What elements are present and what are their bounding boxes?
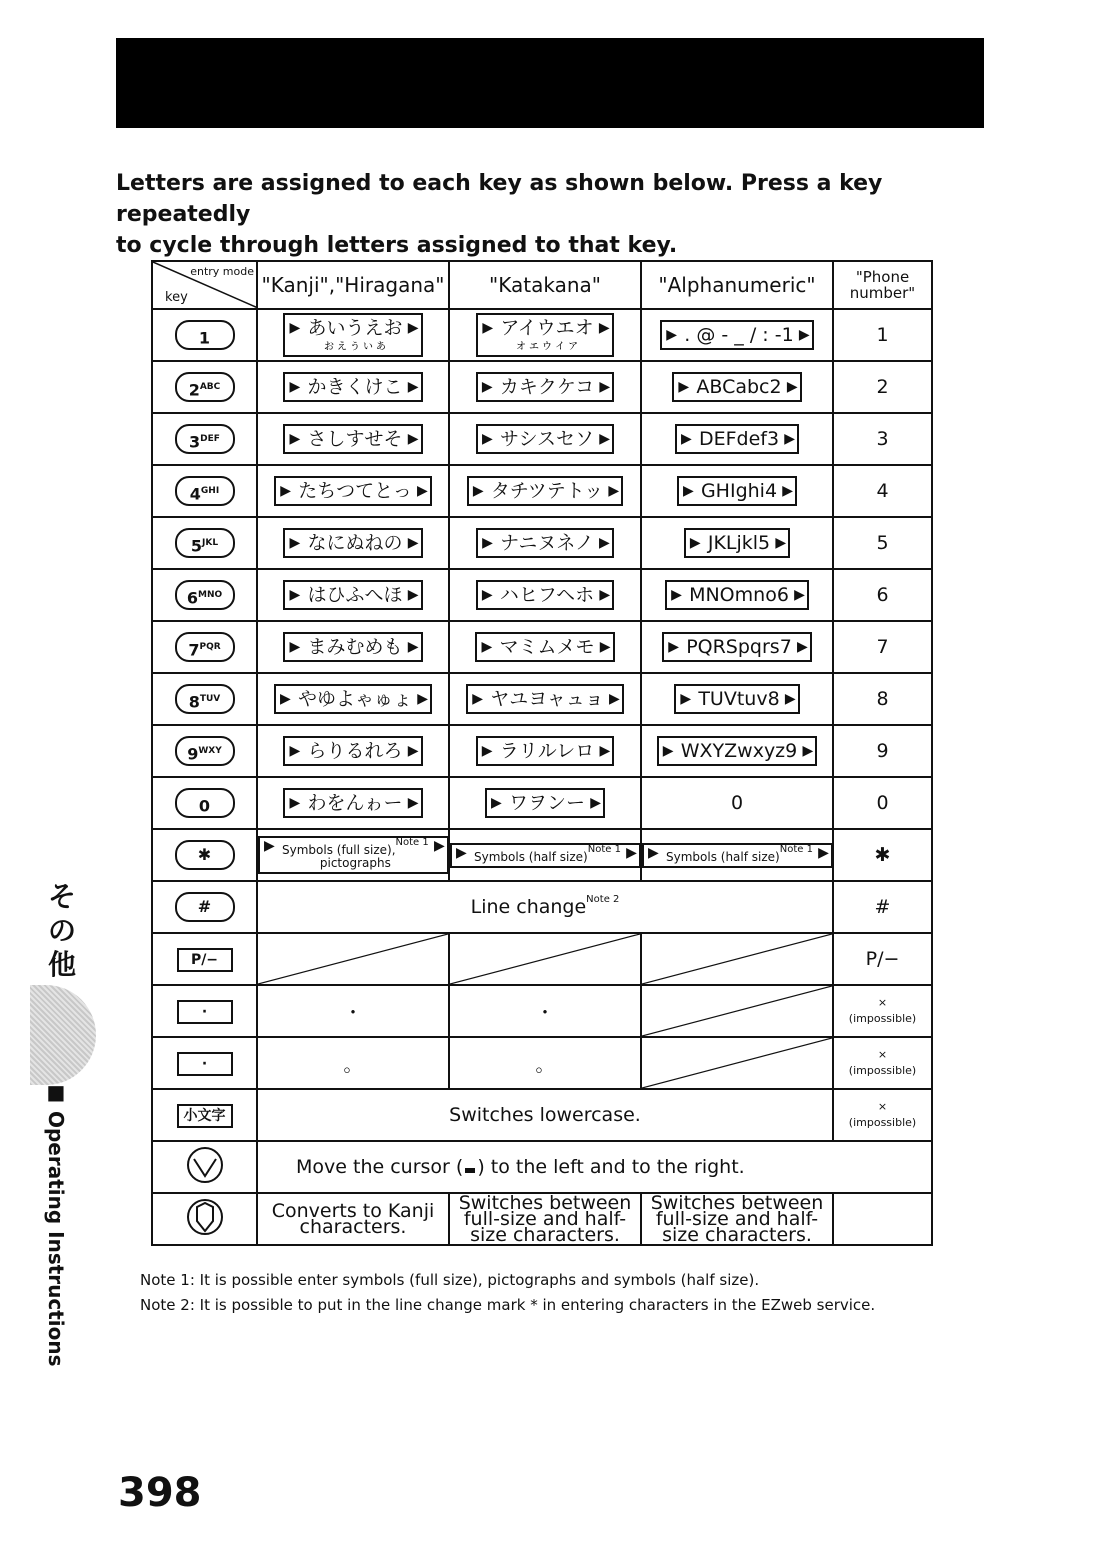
- page-number: 398: [118, 1470, 202, 1516]
- cycle-alphanumeric: ▶ PQRSpqrs7 ▶: [662, 632, 812, 662]
- key-star-icon: ✱: [175, 840, 235, 870]
- cycle-alphanumeric: ▶ GHIghi4 ▶: [677, 476, 797, 506]
- key-lowercase-icon: 小文字: [177, 1104, 233, 1128]
- cycle-alphanumeric: ▶ . @ - _ / : -1 ▶: [660, 320, 813, 350]
- cycle-katakana: ▶ ハヒフヘホ ▶: [476, 580, 614, 610]
- key-6-icon: $6^{MNO}$: [175, 580, 235, 610]
- corner-entry-mode: entry mode: [190, 265, 254, 278]
- phone-value: × (impossible): [833, 1037, 932, 1089]
- phone-value: #: [833, 881, 932, 933]
- key-1-icon: 1: [175, 320, 235, 350]
- phone-header-line-2: number": [849, 284, 916, 302]
- cycle-katakana: ▶ サシスセソ ▶: [476, 424, 614, 454]
- cycle-hiragana: ▶ さしすせそ ▶: [283, 424, 422, 454]
- intro-text: [116, 168, 996, 261]
- not-applicable-cell: [641, 985, 833, 1037]
- side-tab: [30, 985, 96, 1085]
- phone-value: × (impossible): [833, 985, 932, 1037]
- cycle-hiragana: ▶ あいうえお ぉぇぅぃぁ ▶: [283, 313, 422, 357]
- phone-value: 6: [833, 569, 932, 621]
- notes: [140, 1268, 1040, 1318]
- cycle-hiragana: ▶ らりるれろ ▶: [283, 736, 422, 766]
- katakana-value: 。: [449, 1037, 641, 1089]
- table-row: [152, 1141, 932, 1193]
- note-2: Note 2: It is possible to put in the line change mark * in entering characters in the EZweb service.: [140, 1296, 876, 1314]
- not-applicable-cell: [449, 933, 641, 985]
- cycle-hiragana: ▶ かきくけこ ▶: [283, 372, 422, 402]
- key-8-icon: $8^{TUV}$: [175, 684, 235, 714]
- cycle-katakana: ▶ ワヲンー ▶: [485, 788, 605, 818]
- note-1: Note 1: It is possible enter symbols (full size), pictographs and symbols (half size).: [140, 1271, 760, 1289]
- table-row: [152, 933, 932, 985]
- table-row: [152, 725, 932, 777]
- cycle-hiragana: ▶ はひふへほ ▶: [283, 580, 422, 610]
- phone-value: 0: [833, 777, 932, 829]
- switch-size-kata-cell: Switches between full-size and half-size characters.: [449, 1193, 641, 1245]
- key-0-icon: 0: [175, 788, 235, 818]
- hiragana-value: 。: [257, 1037, 449, 1089]
- key-3-icon: $3^{DEF}$: [175, 424, 235, 454]
- cycle-hiragana: ▶ まみむめも ▶: [283, 632, 422, 662]
- phone-value: 7: [833, 621, 932, 673]
- not-applicable-cell: [641, 1037, 833, 1089]
- table-row: [152, 673, 932, 725]
- key-5-icon: $5^{JKL}$: [175, 528, 235, 558]
- cycle-symbols-half-alpha: ▶ Symbols (half size)$^{Note 1}$ ▶: [642, 843, 833, 868]
- header-hiragana: "Kanji","Hiragana": [257, 261, 449, 309]
- table-header-row: [152, 261, 932, 309]
- intro-line-1: Letters are assigned to each key as shown below. Press a key repeatedly: [116, 171, 883, 227]
- cycle-alphanumeric: ▶ WXYZwxyz9 ▶: [657, 736, 818, 766]
- phone-header-line-1: "Phone: [855, 268, 910, 286]
- phone-value: 9: [833, 725, 932, 777]
- side-section-title: ■ Operating Instructions: [44, 1080, 68, 1367]
- table-row: [152, 1089, 932, 1141]
- cycle-katakana: ▶ ラリルレロ ▶: [476, 736, 615, 766]
- cycle-katakana: ▶ ヤユヨャュョ ▶: [466, 684, 624, 714]
- switches-lowercase-cell: Switches lowercase.: [257, 1089, 833, 1141]
- table-row: [152, 569, 932, 621]
- dpad-up-down-icon: [185, 1197, 225, 1237]
- cycle-katakana: ▶ タチツテトッ ▶: [467, 476, 623, 506]
- cycle-hiragana: ▶ たちつてとっ ▶: [274, 476, 431, 506]
- katakana-value: ・: [449, 985, 641, 1037]
- phone-value: 2: [833, 361, 932, 413]
- intro-line-2: to cycle through letters assigned to that key.: [116, 233, 678, 258]
- table-row: [152, 881, 932, 933]
- cycle-hiragana: ▶ なにぬねの ▶: [283, 528, 422, 558]
- cycle-symbols-full: ▶ Symbols (full size),$^{Note 1}$ pictographs ▶: [258, 836, 449, 874]
- cycle-alphanumeric: ▶ TUVtuv8 ▶: [674, 684, 799, 714]
- phone-value: 4: [833, 465, 932, 517]
- table-row: [152, 309, 932, 361]
- not-applicable-cell: [641, 933, 833, 985]
- cursor-move-cell: Move the cursor ( ) to the left and to the right.: [257, 1141, 932, 1193]
- cycle-hiragana: ▶ わをんゎー ▶: [283, 788, 422, 818]
- table-row: [152, 1037, 932, 1089]
- cycle-katakana: ▶ アイウエオ ォェゥィァ ▶: [476, 313, 613, 357]
- phone-value: × (impossible): [833, 1089, 932, 1141]
- table-row: [152, 361, 932, 413]
- key-9-icon: $9^{WXY}$: [175, 736, 235, 766]
- hiragana-value: ・: [257, 985, 449, 1037]
- table-row: [152, 777, 932, 829]
- alphanumeric-value: 0: [641, 777, 833, 829]
- cycle-alphanumeric: ▶ JKLjkl5 ▶: [684, 528, 790, 558]
- cycle-symbols-half-kata: ▶ Symbols (half size)$^{Note 1}$ ▶: [450, 843, 641, 868]
- phone-value: 1: [833, 309, 932, 361]
- table-row: [152, 413, 932, 465]
- key-2-icon: $2^{ABC}$: [175, 372, 235, 402]
- key-7-icon: $7^{PQR}$: [175, 632, 235, 662]
- header-katakana: "Katakana": [449, 261, 641, 309]
- table-row: [152, 829, 932, 881]
- table-row: [152, 985, 932, 1037]
- corner-cell: [152, 261, 257, 309]
- phone-value: P/−: [833, 933, 932, 985]
- cycle-alphanumeric: ▶ DEFdef3 ▶: [675, 424, 799, 454]
- table-row: [152, 517, 932, 569]
- key-p-icon: P/−: [177, 948, 233, 972]
- header-phone: [833, 261, 932, 309]
- phone-value: 5: [833, 517, 932, 569]
- key-period-icon: ·: [177, 1052, 233, 1076]
- dpad-left-right-icon: [185, 1145, 225, 1185]
- phone-value: 8: [833, 673, 932, 725]
- key-hash-icon: #: [175, 892, 235, 922]
- not-applicable-cell: [257, 933, 449, 985]
- empty-phone-cell: [833, 1193, 932, 1245]
- converts-kanji-cell: Converts to Kanji characters.: [257, 1193, 449, 1245]
- side-japanese-label: そ の 他: [47, 880, 76, 981]
- table-row: [152, 1193, 932, 1245]
- cycle-katakana: ▶ カキクケコ ▶: [476, 372, 614, 402]
- table-row: [152, 621, 932, 673]
- cycle-hiragana: ▶ やゆよゃゅょ ▶: [274, 684, 432, 714]
- key-4-icon: $4^{GHI}$: [175, 476, 235, 506]
- header-alphanumeric: "Alphanumeric": [641, 261, 833, 309]
- table-row: [152, 465, 932, 517]
- cycle-katakana: ▶ ナニヌネノ ▶: [476, 528, 614, 558]
- line-change-cell: Line change$^{Note 2}$: [257, 881, 833, 933]
- cycle-alphanumeric: ▶ ABCabc2 ▶: [672, 372, 801, 402]
- cycle-alphanumeric: ▶ MNOmno6 ▶: [665, 580, 809, 610]
- corner-key: key: [165, 290, 188, 305]
- phone-value: 3: [833, 413, 932, 465]
- switch-size-alpha-cell: Switches between full-size and half-size characters.: [641, 1193, 833, 1245]
- key-middle-dot-icon: ·: [177, 1000, 233, 1024]
- key-assignment-table: [151, 260, 933, 1246]
- header-bar: [116, 38, 984, 128]
- cycle-katakana: ▶ マミムメモ ▶: [475, 632, 614, 662]
- phone-value: ✱: [833, 829, 932, 881]
